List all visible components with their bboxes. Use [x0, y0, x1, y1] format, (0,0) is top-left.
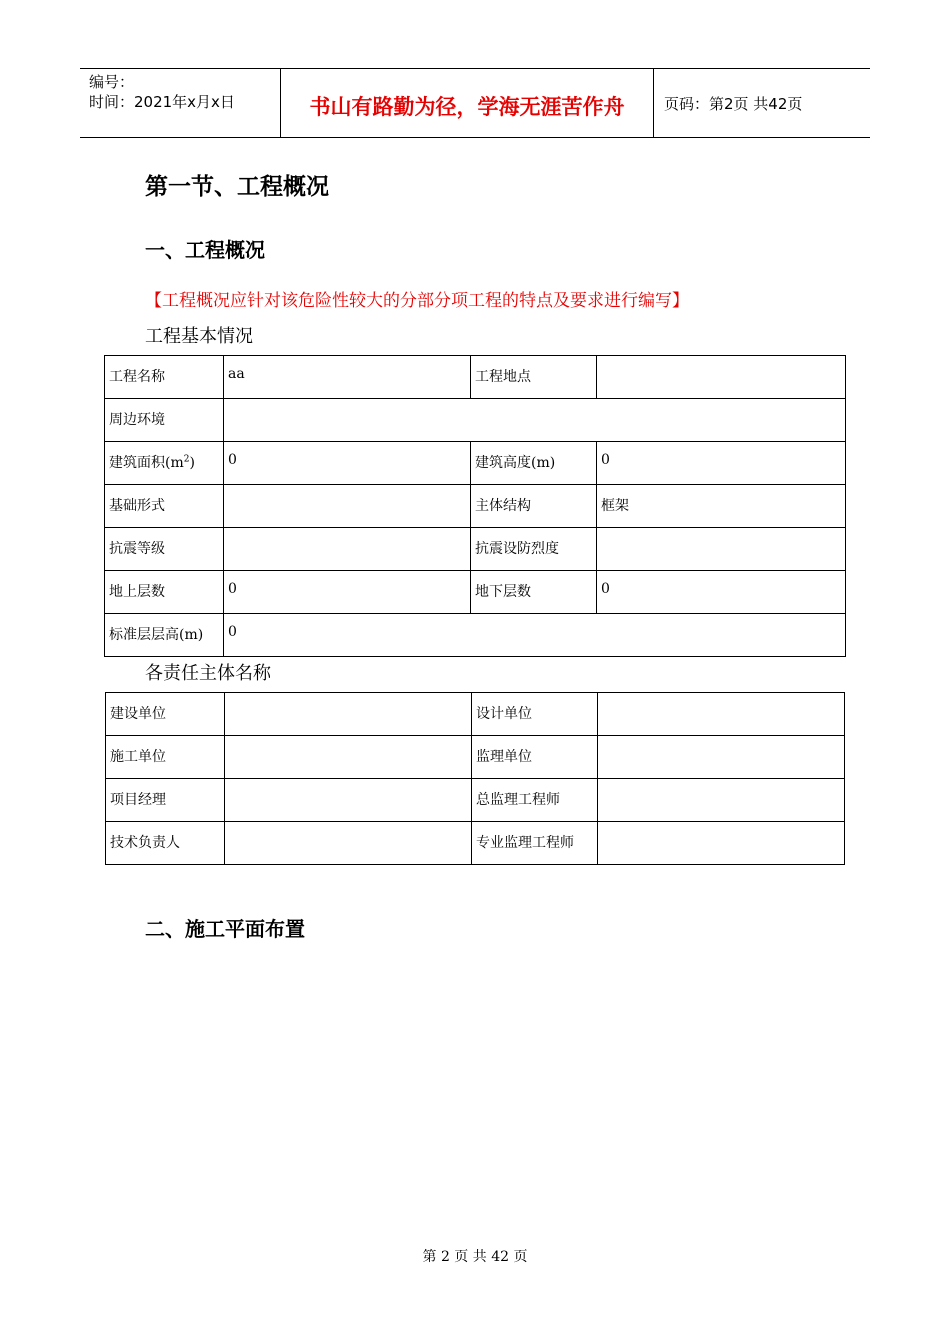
project-name-value: aa — [224, 356, 471, 399]
responsible-parties-table — [105, 692, 845, 865]
table-row — [105, 614, 846, 657]
designer-label: 设计单位 — [472, 693, 598, 736]
building-area-label-suffix: ) — [189, 455, 195, 471]
seismic-intensity-value — [597, 528, 846, 571]
specialist-supervisor-label: 专业监理工程师 — [472, 822, 598, 865]
table-row — [105, 399, 846, 442]
main-structure-value: 框架 — [597, 485, 846, 528]
header-left-cell — [80, 69, 281, 137]
constructor-value — [225, 736, 472, 779]
surroundings-value — [224, 399, 846, 442]
building-height-label: 建筑高度(m) — [471, 442, 597, 485]
surroundings-label: 周边环境 — [105, 399, 224, 442]
table1-caption: 工程基本情况 — [145, 326, 253, 347]
floor-height-label: 标准层层高(m) — [105, 614, 224, 657]
building-area-label — [105, 442, 224, 485]
supervisor-label: 监理单位 — [472, 736, 598, 779]
tech-lead-label: 技术负责人 — [106, 822, 225, 865]
seismic-intensity-label: 抗震设防烈度 — [471, 528, 597, 571]
project-location-value — [597, 356, 846, 399]
table-row — [106, 779, 845, 822]
building-height-value: 0 — [597, 442, 846, 485]
foundation-type-value — [224, 485, 471, 528]
floor-height-value: 0 — [224, 614, 846, 657]
header-right-cell — [654, 69, 870, 137]
table-row — [105, 356, 846, 399]
seismic-grade-value — [224, 528, 471, 571]
floors-above-label: 地上层数 — [105, 571, 224, 614]
specialist-supervisor-value — [598, 822, 845, 865]
header-center-cell — [281, 69, 654, 137]
floors-above-value: 0 — [224, 571, 471, 614]
building-area-value: 0 — [224, 442, 471, 485]
page-footer: 第 2 页 共 42 页 — [422, 1249, 528, 1265]
table2-caption: 各责任主体名称 — [145, 663, 271, 684]
floors-below-label: 地下层数 — [471, 571, 597, 614]
header-motto: 书山有路勤为径，学海无涯苦作舟 — [309, 94, 625, 119]
header-page-number: 页码：第2页 共42页 — [664, 95, 803, 113]
supervisor-value — [598, 736, 845, 779]
project-basic-info-table — [104, 355, 846, 657]
foundation-type-label: 基础形式 — [105, 485, 224, 528]
table-row — [106, 693, 845, 736]
table-row — [105, 528, 846, 571]
document-time-label: 时间：2021年x月x日 — [89, 93, 235, 111]
project-name-label: 工程名称 — [105, 356, 224, 399]
table-row — [106, 822, 845, 865]
table-row — [106, 736, 845, 779]
constructor-label: 施工单位 — [106, 736, 225, 779]
tech-lead-value — [225, 822, 472, 865]
project-location-label: 工程地点 — [471, 356, 597, 399]
builder-value — [225, 693, 472, 736]
designer-value — [598, 693, 845, 736]
writing-instruction-note: 【工程概况应针对该危险性较大的分部分项工程的特点及要求进行编写】 — [145, 291, 689, 311]
table-row — [105, 571, 846, 614]
page-header — [80, 68, 870, 138]
subsection-title-site-layout: 二、施工平面布置 — [145, 917, 305, 941]
subsection-title-overview: 一、工程概况 — [145, 238, 265, 262]
builder-label: 建设单位 — [106, 693, 225, 736]
building-area-label-sup: 2 — [183, 454, 190, 465]
table-row — [105, 485, 846, 528]
project-manager-value — [225, 779, 472, 822]
table-row — [105, 442, 846, 485]
section-title: 第一节、工程概况 — [145, 174, 329, 200]
chief-supervisor-label: 总监理工程师 — [472, 779, 598, 822]
project-manager-label: 项目经理 — [106, 779, 225, 822]
document-number-label: 编号： — [89, 73, 135, 91]
building-area-label-prefix: 建筑面积(m — [109, 455, 184, 471]
chief-supervisor-value — [598, 779, 845, 822]
floors-below-value: 0 — [597, 571, 846, 614]
main-structure-label: 主体结构 — [471, 485, 597, 528]
seismic-grade-label: 抗震等级 — [105, 528, 224, 571]
